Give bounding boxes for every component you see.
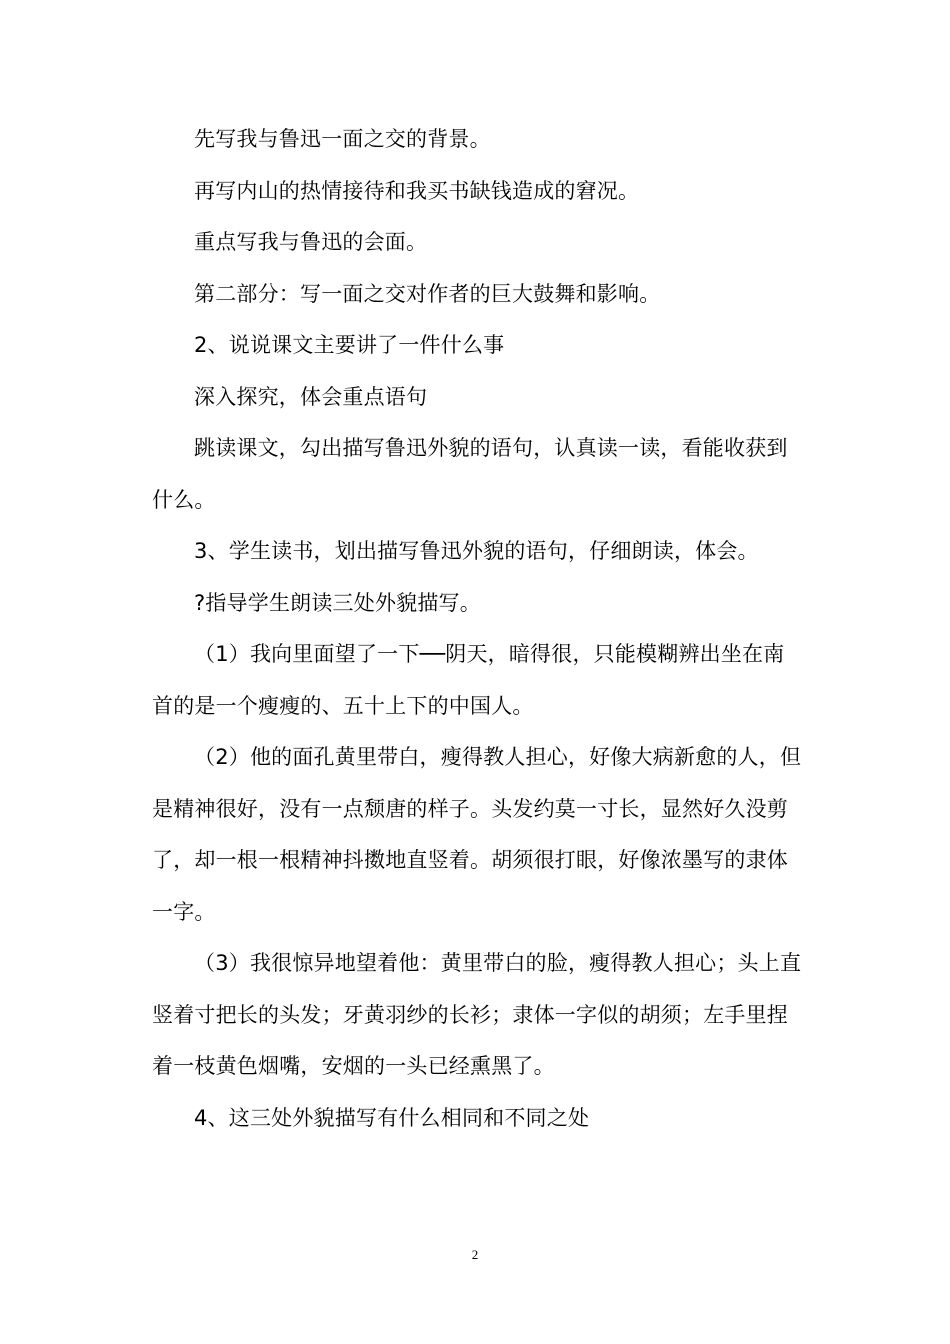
paragraph-skim-reading: 跳读课文，勾出描写鲁迅外貌的语句，认真读一读，看能收获到什么。 bbox=[152, 436, 788, 512]
paragraph-explore-heading: 深入探究，体会重点语句 bbox=[194, 384, 428, 409]
paragraph-neishan: 再写内山的热情接待和我买书缺钱造成的窘况。 bbox=[194, 178, 640, 203]
paragraph-question-2: 2、说说课文主要讲了一件什么事 bbox=[194, 333, 505, 357]
paragraph-quote-2: （2）他的面孔黄里带白，瘦得教人担心，好像大病新愈的人，但是精神很好，没有一点颓唐的样子。头发约莫一寸长，显然好久没剪了，却一根一根精神抖擞地直竖着。胡须很打眼，好像浓墨写的隶体一字。 bbox=[152, 745, 802, 924]
document-body bbox=[152, 114, 802, 1144]
paragraph-quote-3: （3）我很惊异地望着他：黄里带白的脸，瘦得教人担心；头上直竖着寸把长的头发；牙黄羽纱的长衫；隶体一字似的胡须；左手里捏着一枝黄色烟嘴，安烟的一头已经熏黑了。 bbox=[152, 951, 802, 1078]
paragraph-part-two: 第二部分：写一面之交对作者的巨大鼓舞和影响。 bbox=[194, 281, 661, 306]
paragraph-background: 先写我与鲁迅一面之交的背景。 bbox=[194, 127, 491, 151]
paragraph-question-4: 4、这三处外貌描写有什么相同和不同之处 bbox=[194, 1105, 590, 1130]
paragraph-quote-1: （1）我向里面望了一下──阴天，暗得很，只能模糊辨出坐在南首的是一个瘦瘦的、五十上下的中国人。 bbox=[152, 642, 785, 718]
paragraph-question-3: 3、学生读书，划出描写鲁迅外貌的语句，仔细朗读，体会。 bbox=[194, 539, 759, 563]
paragraph-meeting: 重点写我与鲁迅的会面。 bbox=[194, 230, 428, 254]
page-number: 2 bbox=[471, 1247, 479, 1262]
paragraph-guide-reading: ?指导学生朗读三处外貌描写。 bbox=[194, 590, 481, 615]
